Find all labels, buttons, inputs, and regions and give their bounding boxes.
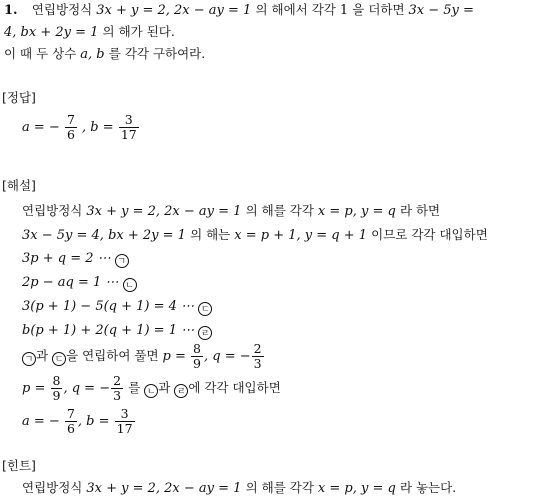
solution-text: 과: [36, 348, 53, 363]
hint-header: [힌트]: [2, 458, 36, 473]
solution-text: 이므로 각각 대입하면: [371, 227, 488, 242]
solution-text: 을 연립하여 풀면: [66, 348, 163, 363]
number: 1: [339, 3, 349, 18]
equation: 3x − 5y =: [408, 3, 474, 18]
fraction-denominator: 6: [66, 127, 75, 142]
fraction-numerator: 7: [66, 406, 75, 421]
circled-marker: ㄹ: [198, 326, 212, 340]
fraction-numerator: 7: [66, 112, 75, 127]
fraction: [119, 113, 139, 142]
circled-marker: ㄱ: [22, 352, 36, 366]
variable-label: p =: [162, 349, 186, 364]
hint-line: [22, 480, 456, 497]
solution-line-5: [22, 299, 212, 316]
fraction: [111, 374, 123, 403]
fraction-numerator: 8: [52, 373, 61, 388]
variable-label: , q = −: [203, 349, 251, 364]
equation: 3x + y = 2, 2x − ay = 1: [86, 204, 242, 219]
solution-text: 에 각각 대입하면: [188, 380, 281, 395]
equation: 3x − 5y = 4, bx + 2y = 1: [22, 228, 186, 243]
fraction-denominator: 9: [193, 356, 201, 371]
fraction: [191, 342, 203, 371]
solution-header: [해설]: [2, 178, 36, 193]
equation: 3x + y = 2, 2x − ay = 1: [86, 481, 242, 496]
solution-line-3: [22, 251, 129, 268]
fraction-numerator: 8: [193, 341, 201, 356]
fraction-numerator: 2: [113, 373, 122, 388]
fraction: [252, 342, 264, 371]
fraction-denominator: 6: [66, 421, 75, 436]
solution-line-7: [22, 340, 265, 373]
problem-text: 을 더하면: [352, 2, 409, 17]
fraction-denominator: 3: [113, 388, 122, 403]
problem-text: 의 해에서 각각: [255, 2, 340, 17]
problem-line-3: [4, 46, 205, 63]
problem-text: 연립방정식: [31, 2, 97, 17]
answer-header: [정답]: [2, 90, 36, 105]
answer-b-label: , b =: [82, 120, 114, 135]
equation: 2x − ay = 1: [174, 3, 252, 18]
solution-line-1: [22, 203, 440, 220]
fraction: [65, 113, 77, 142]
solution-text: 의 해는: [190, 227, 235, 242]
solution-text: 의 해를 각각: [245, 203, 318, 218]
equation: x = p, y = q: [317, 204, 396, 219]
fraction-numerator: 2: [253, 341, 262, 356]
hint-text: 연립방정식: [22, 480, 87, 495]
problem-number: 1.: [4, 3, 18, 18]
equation: 3x + y = 2,: [96, 3, 170, 18]
solution-text: 를: [128, 380, 145, 395]
equation: 3(p + 1) − 5(q + 1) = 4 ⋯: [22, 299, 199, 314]
solution-line-2: [22, 227, 488, 244]
fraction: [115, 407, 135, 436]
hint-text: 라 놓는다.: [399, 480, 457, 495]
circled-marker: ㄷ: [52, 352, 66, 366]
fraction-numerator: 3: [119, 113, 139, 128]
solution-line-4: [22, 275, 137, 292]
problem-text: 를 각각 구하여라.: [108, 46, 206, 61]
fraction-denominator: 3: [253, 356, 262, 371]
fraction: [65, 407, 77, 436]
equation: x = p, y = q: [317, 481, 396, 496]
fraction-denominator: 17: [120, 127, 137, 142]
answer-line: [22, 112, 140, 144]
variable-label: p =: [22, 381, 46, 396]
solution-line-6: [22, 323, 212, 340]
fraction-numerator: 3: [115, 407, 135, 422]
problem-line-2: [4, 24, 175, 41]
circled-marker: ㄹ: [174, 384, 188, 398]
variable-label: , q = −: [63, 381, 111, 396]
solution-line-8: [22, 372, 281, 405]
equation: b(p + 1) + 2(q + 1) = 1 ⋯: [22, 323, 199, 338]
equation: 4, bx + 2y = 1: [4, 25, 99, 40]
equation: 2p − aq = 1 ⋯: [22, 275, 123, 290]
circled-marker: ㄴ: [144, 384, 158, 398]
hint-text: 의 해를 각각: [245, 480, 318, 495]
equation: 3p + q = 2 ⋯: [22, 251, 115, 266]
fraction: [51, 374, 63, 403]
variables: a, b: [80, 47, 105, 62]
circled-marker: ㄷ: [198, 302, 212, 316]
solution-line-9: [22, 406, 136, 438]
problem-text: 의 해가 된다.: [102, 24, 175, 39]
solution-text: 과: [158, 380, 175, 395]
fraction-denominator: 9: [52, 388, 61, 403]
equation: x = p + 1, y = q + 1: [234, 228, 368, 243]
solution-text: 라 하면: [399, 203, 441, 218]
variable-label: a = −: [22, 414, 60, 429]
fraction-denominator: 17: [116, 421, 133, 436]
problem-line-1: [4, 2, 474, 19]
solution-text: 연립방정식: [22, 203, 87, 218]
problem-text: 이 때 두 상수: [4, 46, 81, 61]
variable-label: , b =: [77, 414, 110, 429]
circled-marker: ㄱ: [115, 254, 129, 268]
circled-marker: ㄴ: [123, 278, 137, 292]
answer-a-label: a = −: [22, 120, 60, 135]
